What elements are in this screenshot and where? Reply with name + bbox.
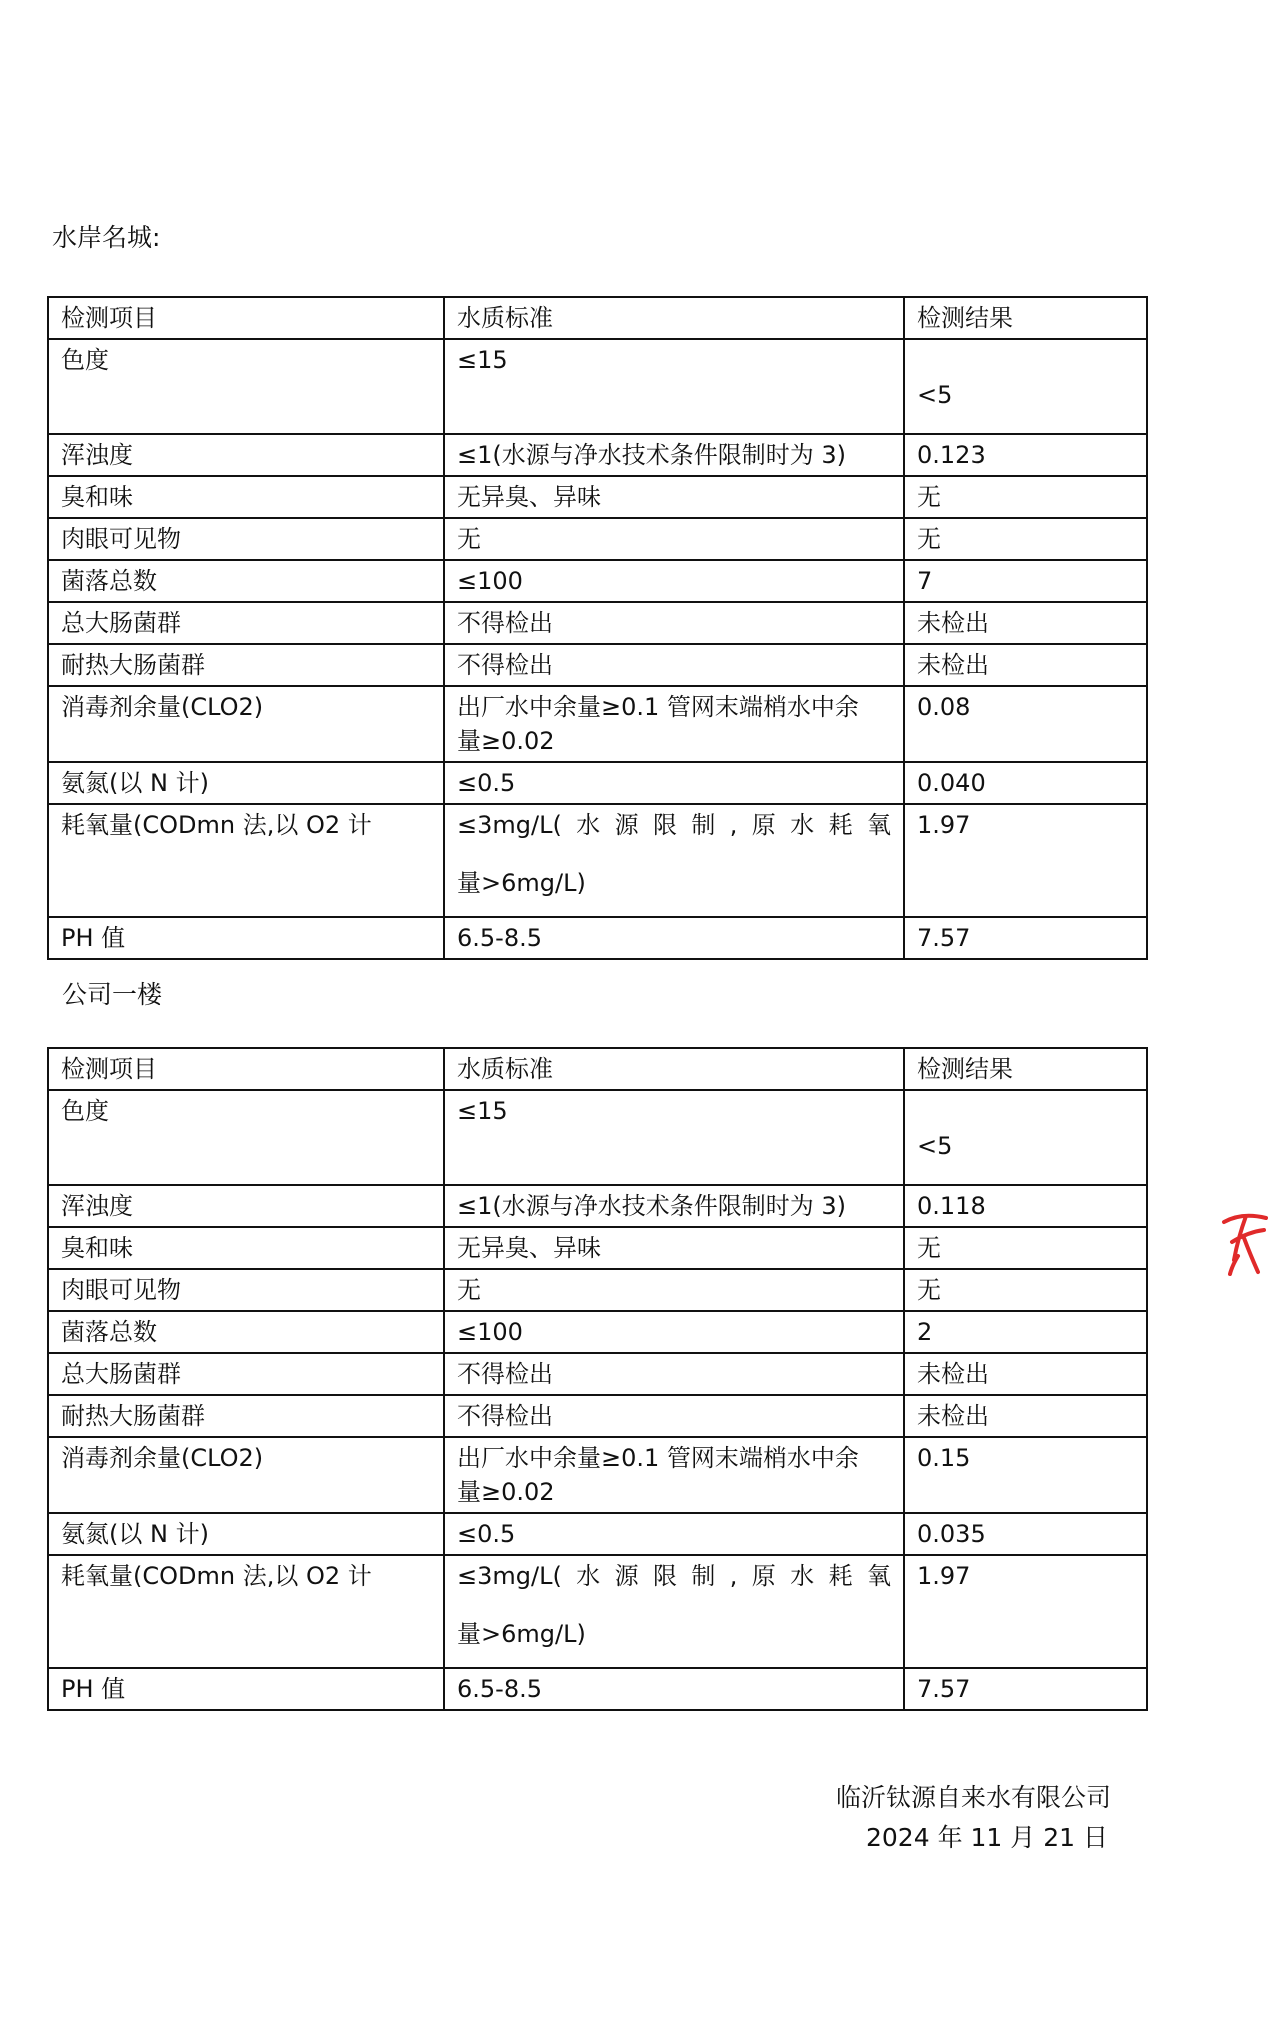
red-stamp-mark-icon [1218, 1208, 1274, 1278]
row-item: 耐热大肠菌群 [48, 644, 444, 686]
row-item: PH 值 [48, 917, 444, 959]
row-standard [444, 804, 904, 917]
row-result: 0.035 [904, 1513, 1147, 1555]
row-item: 菌落总数 [48, 1311, 444, 1353]
row-item: 色度 [48, 1090, 444, 1185]
row-standard [444, 686, 904, 762]
table-header-row [48, 1048, 1147, 1090]
row-item: PH 值 [48, 1668, 444, 1710]
table-row [48, 339, 1147, 434]
standard-line-1: 出厂水中余量≥0.1 管网末端梢水中余 [457, 693, 859, 721]
row-item: 氨氮(以 N 计) [48, 1513, 444, 1555]
row-result: 7.57 [904, 1668, 1147, 1710]
row-result: 无 [904, 518, 1147, 560]
row-standard: 无异臭、异味 [444, 1227, 904, 1269]
row-result: 无 [904, 1269, 1147, 1311]
row-item: 臭和味 [48, 1227, 444, 1269]
row-standard: ≤1(水源与净水技术条件限制时为 3) [444, 1185, 904, 1227]
table-row [48, 1395, 1147, 1437]
water-quality-table-company-floor1 [47, 1047, 1148, 1711]
row-standard: 无 [444, 518, 904, 560]
table-row [48, 434, 1147, 476]
row-result: 未检出 [904, 644, 1147, 686]
table-row [48, 1555, 1147, 1668]
standard-line-2: 量≥0.02 [457, 1478, 555, 1506]
row-item: 菌落总数 [48, 560, 444, 602]
row-standard: 无 [444, 1269, 904, 1311]
header-standard: 水质标准 [444, 297, 904, 339]
header-result: 检测结果 [904, 1048, 1147, 1090]
row-standard: 6.5-8.5 [444, 1668, 904, 1710]
row-standard: 不得检出 [444, 1353, 904, 1395]
row-item: 耗氧量(CODmn 法,以 O2 计 [48, 1555, 444, 1668]
table-row [48, 917, 1147, 959]
table-row [48, 518, 1147, 560]
table-row [48, 1513, 1147, 1555]
table-row [48, 686, 1147, 762]
table-row [48, 644, 1147, 686]
row-result: <5 [904, 1090, 1147, 1185]
table-row [48, 1353, 1147, 1395]
row-result: 未检出 [904, 602, 1147, 644]
row-standard [444, 1437, 904, 1513]
row-standard: ≤15 [444, 339, 904, 434]
row-item: 消毒剂余量(CLO2) [48, 686, 444, 762]
standard-line-2: 量>6mg/L) [457, 869, 586, 897]
row-result: 无 [904, 1227, 1147, 1269]
row-result: 0.08 [904, 686, 1147, 762]
header-item: 检测项目 [48, 1048, 444, 1090]
water-quality-table-shuian [47, 296, 1148, 960]
table-row [48, 476, 1147, 518]
table-row [48, 1227, 1147, 1269]
table-row [48, 1668, 1147, 1710]
row-result: 0.118 [904, 1185, 1147, 1227]
row-standard: 不得检出 [444, 602, 904, 644]
row-standard: 不得检出 [444, 644, 904, 686]
row-result: 无 [904, 476, 1147, 518]
table-row [48, 1090, 1147, 1185]
table-row [48, 762, 1147, 804]
row-item: 总大肠菌群 [48, 602, 444, 644]
table-row [48, 560, 1147, 602]
table-row [48, 804, 1147, 917]
table-row [48, 1185, 1147, 1227]
standard-line-2: 量≥0.02 [457, 727, 555, 755]
row-item: 浑浊度 [48, 434, 444, 476]
row-item: 耐热大肠菌群 [48, 1395, 444, 1437]
table-row [48, 1437, 1147, 1513]
standard-line-1: ≤3mg/L(水源限制,原水耗氧 [457, 1562, 891, 1590]
row-result: 0.040 [904, 762, 1147, 804]
table-header-row [48, 297, 1147, 339]
row-item: 消毒剂余量(CLO2) [48, 1437, 444, 1513]
row-result: 7 [904, 560, 1147, 602]
row-standard: ≤100 [444, 1311, 904, 1353]
row-item: 肉眼可见物 [48, 1269, 444, 1311]
row-item: 氨氮(以 N 计) [48, 762, 444, 804]
section-heading-company-floor1: 公司一楼 [62, 980, 163, 1009]
row-result: <5 [904, 339, 1147, 434]
row-result: 未检出 [904, 1395, 1147, 1437]
row-standard: ≤15 [444, 1090, 904, 1185]
row-standard: ≤0.5 [444, 1513, 904, 1555]
header-result: 检测结果 [904, 297, 1147, 339]
section-heading-shuian: 水岸名城: [52, 223, 161, 252]
company-name: 临沂钛源自来水有限公司 [836, 1783, 1112, 1812]
row-result: 1.97 [904, 804, 1147, 917]
row-item: 耗氧量(CODmn 法,以 O2 计 [48, 804, 444, 917]
row-item: 肉眼可见物 [48, 518, 444, 560]
row-standard: ≤0.5 [444, 762, 904, 804]
row-item: 浑浊度 [48, 1185, 444, 1227]
row-result: 0.15 [904, 1437, 1147, 1513]
row-standard: ≤1(水源与净水技术条件限制时为 3) [444, 434, 904, 476]
row-standard: ≤100 [444, 560, 904, 602]
row-item: 总大肠菌群 [48, 1353, 444, 1395]
standard-line-2: 量>6mg/L) [457, 1620, 586, 1648]
row-standard: 6.5-8.5 [444, 917, 904, 959]
header-standard: 水质标准 [444, 1048, 904, 1090]
row-standard [444, 1555, 904, 1668]
row-standard: 无异臭、异味 [444, 476, 904, 518]
table-row [48, 602, 1147, 644]
row-standard: 不得检出 [444, 1395, 904, 1437]
row-result: 1.97 [904, 1555, 1147, 1668]
row-result: 未检出 [904, 1353, 1147, 1395]
table-row [48, 1269, 1147, 1311]
report-date: 2024 年 11 月 21 日 [866, 1823, 1108, 1852]
header-item: 检测项目 [48, 297, 444, 339]
row-result: 2 [904, 1311, 1147, 1353]
row-result: 7.57 [904, 917, 1147, 959]
table-row [48, 1311, 1147, 1353]
row-item: 色度 [48, 339, 444, 434]
row-item: 臭和味 [48, 476, 444, 518]
row-result: 0.123 [904, 434, 1147, 476]
standard-line-1: ≤3mg/L(水源限制,原水耗氧 [457, 811, 891, 839]
standard-line-1: 出厂水中余量≥0.1 管网末端梢水中余 [457, 1444, 859, 1472]
